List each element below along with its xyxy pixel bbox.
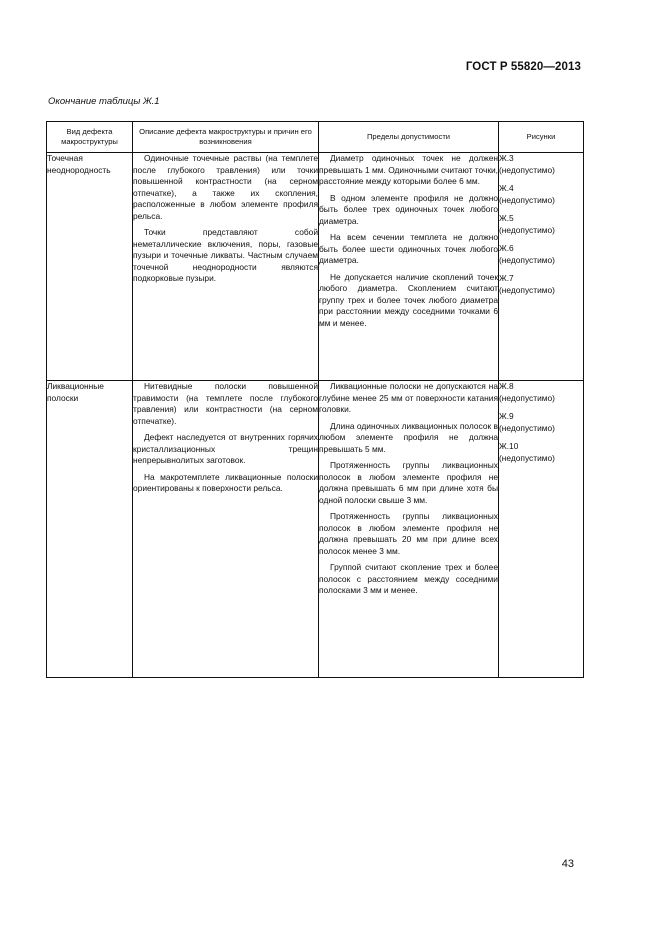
limit-paragraph: На всем сечении темплета не должно быть более шести одиночных точек любого диаметра. xyxy=(319,232,498,265)
figure-ref: Ж.7 (недопустимо) xyxy=(499,273,555,295)
limit-paragraph: Протяженность группы ликвационных полосок в любом элементе профиля не должна превышать 20 мм при длине всех полосок менее 3 мм. xyxy=(319,511,498,556)
defect-name: Точечная неоднородность xyxy=(47,153,111,175)
column-header-limits: Пределы допустимости xyxy=(319,122,499,153)
figure-ref: Ж.3 (недопустимо) xyxy=(499,153,555,175)
figure-ref: Ж.5 (недопустимо) xyxy=(499,213,555,235)
description-paragraph: Дефект наследуется от внутренних горячих кристаллизационных трещин непрерывнолитых заготовок. xyxy=(133,432,318,465)
figures-cell xyxy=(499,381,584,678)
figure-ref: Ж.8 (недопустимо) xyxy=(499,381,555,403)
limit-paragraph: Длина одиночных ликвационных полосок в любом элементе профиля не должна превышать 5 мм. xyxy=(319,420,498,454)
limit-paragraph: Группой считают скопление трех и более полосок с расстоянием между соседними полосками 3 мм и менее. xyxy=(319,562,498,595)
limits-cell xyxy=(319,153,499,381)
column-header-figures: Рисунки xyxy=(499,122,584,153)
figure-ref: Ж.9 (недопустимо) xyxy=(499,411,555,433)
limit-paragraph: Протяженность группы ликвационных полосок в любом элементе профиля не должна превышать 6 мм при длине хотя бы одной полоски свыше 3 мм. xyxy=(319,460,498,505)
description-paragraph: Точки представляют собой неметаллические включения, поры, газовые пузыри и точечные ликваты. Частным случаем точечной неоднородности являются подкорковые пузыри. xyxy=(133,227,318,283)
column-header-description: Описание дефекта макроструктуры и причин его возникновения xyxy=(133,122,319,153)
description-paragraph: Нитевидные полоски повышенной травимости (на темплете после глубокого травления) или контрастности (на серном отпечатке). xyxy=(133,381,318,426)
limit-paragraph: Ликвационные полоски не допускаются на глубине менее 25 мм от поверхности катания головки. xyxy=(319,381,498,414)
limit-paragraph: Диаметр одиночных точек не должен превышать 1 мм. Одиночными считают точки, расстояние между которыми более 6 мм. xyxy=(319,153,498,186)
limit-paragraph: Не допускается наличие скоплений точек любого диаметра. Скоплением считают группу трех и более точек любого диаметра при расстоянии между соседними точками 6 мм и менее. xyxy=(319,271,498,328)
page-number: 43 xyxy=(561,858,574,870)
table-row xyxy=(47,153,584,381)
figures-cell xyxy=(499,153,584,381)
figure-ref: Ж.10 (недопустимо) xyxy=(499,441,555,463)
description-paragraph: Одиночные точечные раствы (на темплете после глубокого травления) или точки повышенной контрастности (на серном отпечатке), а также их скопления, расположенные в любом элементе профиля рельса. xyxy=(133,153,318,221)
defects-table xyxy=(46,121,584,678)
description-paragraph: На макротемплете ликвационные полоски ориентированы к поверхности рельса. xyxy=(133,471,318,493)
defect-name-cell xyxy=(47,381,133,678)
limit-paragraph: В одном элементе профиля не должно быть более трех одиночных точек любого диаметра. xyxy=(319,192,498,226)
figure-ref: Ж.4 (недопустимо) xyxy=(499,183,555,205)
limits-cell xyxy=(319,381,499,678)
description-cell xyxy=(133,381,319,678)
defect-name: Ликвационные полоски xyxy=(47,381,104,403)
table-row xyxy=(47,381,584,678)
description-cell xyxy=(133,153,319,381)
table-caption: Окончание таблицы Ж.1 xyxy=(48,96,160,107)
figure-ref: Ж.6 (недопустимо) xyxy=(499,243,555,265)
table-header-row xyxy=(47,122,584,153)
standard-designation: ГОСТ Р 55820—2013 xyxy=(465,61,581,73)
defect-name-cell xyxy=(47,153,133,381)
column-header-defect-type: Вид дефекта макроструктуры xyxy=(47,122,133,153)
